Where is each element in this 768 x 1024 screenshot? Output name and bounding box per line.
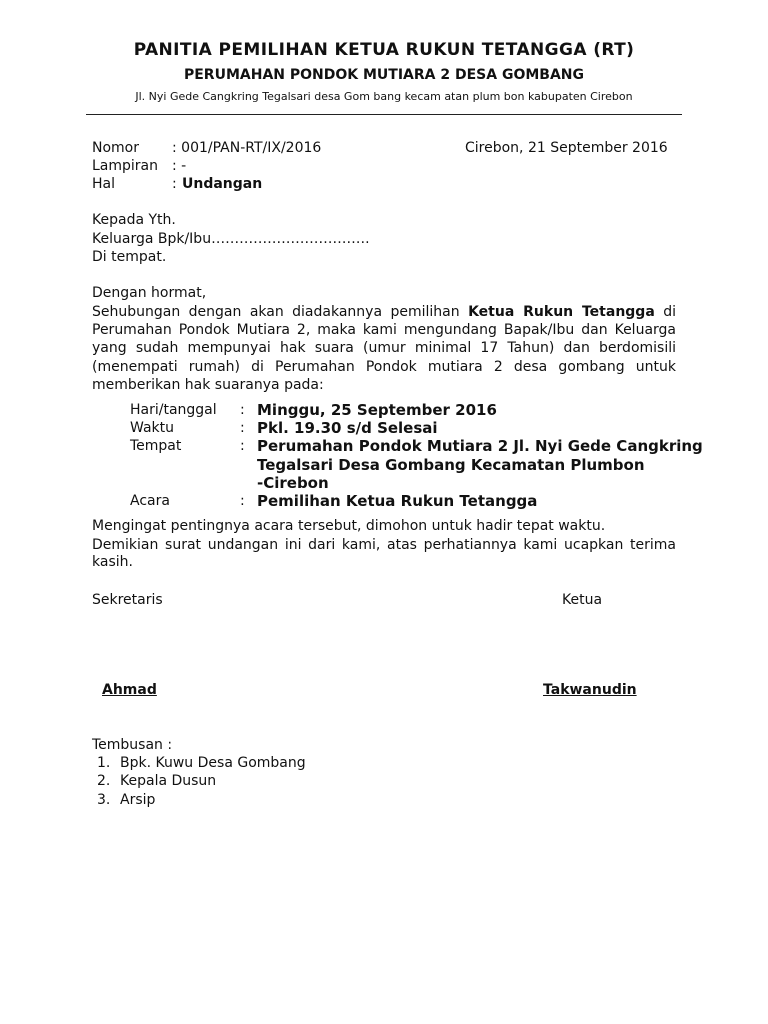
cc-item: Arsip <box>120 792 156 808</box>
event-place-colon: : <box>240 438 245 454</box>
event-date-label: Hari/tanggal <box>130 402 217 418</box>
cc-item: Kepala Dusun <box>120 773 217 789</box>
event-place-line2: Tegalsari Desa Gombang Kecamatan Plumbon <box>257 456 645 474</box>
closing-line-1: Mengingat pentingnya acara tersebut, dimohon untuk hadir tepat waktu. <box>92 518 606 534</box>
closing-line-3: kasih. <box>92 554 133 570</box>
cc-item-number: 1. <box>97 755 111 771</box>
cc-item-number: 2. <box>97 773 111 789</box>
cc-item-number: 3. <box>97 792 111 808</box>
housing-title: PERUMAHAN PONDOK MUTIARA 2 DESA GOMBANG <box>183 67 585 83</box>
place-date: Cirebon, 21 September 2016 <box>465 140 668 156</box>
lampiran-value: : - <box>172 158 187 174</box>
recipient-location: Di tempat. <box>92 249 167 265</box>
secretary-name: Ahmad <box>102 682 157 698</box>
lampiran-label: Lampiran <box>92 158 159 174</box>
cc-item: Bpk. Kuwu Desa Gombang <box>120 755 306 771</box>
event-date-colon: : <box>240 402 245 418</box>
cc-label: Tembusan : <box>92 737 173 753</box>
paragraph-bold-term: Ketua Rukun Tetangga <box>468 304 655 320</box>
event-place-line1: Perumahan Pondok Mutiara 2 Jl. Nyi Gede Cangkring <box>257 437 703 455</box>
event-time-label: Waktu <box>130 420 174 436</box>
secretary-title: Sekretaris <box>92 592 163 608</box>
recipient-greeting: Kepada Yth. <box>92 212 176 228</box>
event-agenda-value: Pemilihan Ketua Rukun Tetangga <box>257 492 538 510</box>
hal-colon: : <box>172 176 177 192</box>
nomor-value: : 001/PAN-RT/IX/2016 <box>172 140 322 156</box>
committee-title: PANITIA PEMILIHAN KETUA RUKUN TETANGGA (RT) <box>133 40 635 60</box>
salutation: Dengan hormat, <box>92 285 207 301</box>
event-agenda-colon: : <box>240 493 245 509</box>
hal-label: Hal <box>92 176 115 192</box>
closing-line-2: Demikian surat undangan ini dari kami, atas perhatiannya kami ucapkan terima <box>92 537 676 553</box>
letterhead-divider <box>86 114 682 115</box>
event-agenda-label: Acara <box>130 493 170 509</box>
address-line: Jl. Nyi Gede Cangkring Tegalsari desa Gom bang kecam atan plum bon kabupaten Cirebon <box>135 90 633 103</box>
paragraph-text-2: di Perumahan Pondok Mutiara 2, maka kami mengundang Bapak/Ibu dan Keluarga yang sudah mempunyai hak suara (umur minimal 17 Tahun) dan berdomisili (menempati rumah) di Perumahan Pondok mutiara 2 desa gombang untuk <box>92 304 677 375</box>
paragraph-last-line: memberikan hak suaranya pada: <box>92 377 324 393</box>
hal-value: Undangan <box>182 176 263 192</box>
chair-title: Ketua <box>562 592 603 608</box>
recipient-name: Keluarga Bpk/Ibu……………………………. <box>92 231 370 247</box>
event-time-value: Pkl. 19.30 s/d Selesai <box>257 419 438 437</box>
event-place-line3: -Cirebon <box>257 474 329 492</box>
chair-name: Takwanudin <box>543 682 637 698</box>
event-time-colon: : <box>240 420 245 436</box>
event-place-label: Tempat <box>130 438 182 454</box>
event-date-value: Minggu, 25 September 2016 <box>257 401 497 419</box>
paragraph-text-1: Sehubungan dengan akan diadakannya pemilihan <box>92 304 460 320</box>
nomor-label: Nomor <box>92 140 139 156</box>
